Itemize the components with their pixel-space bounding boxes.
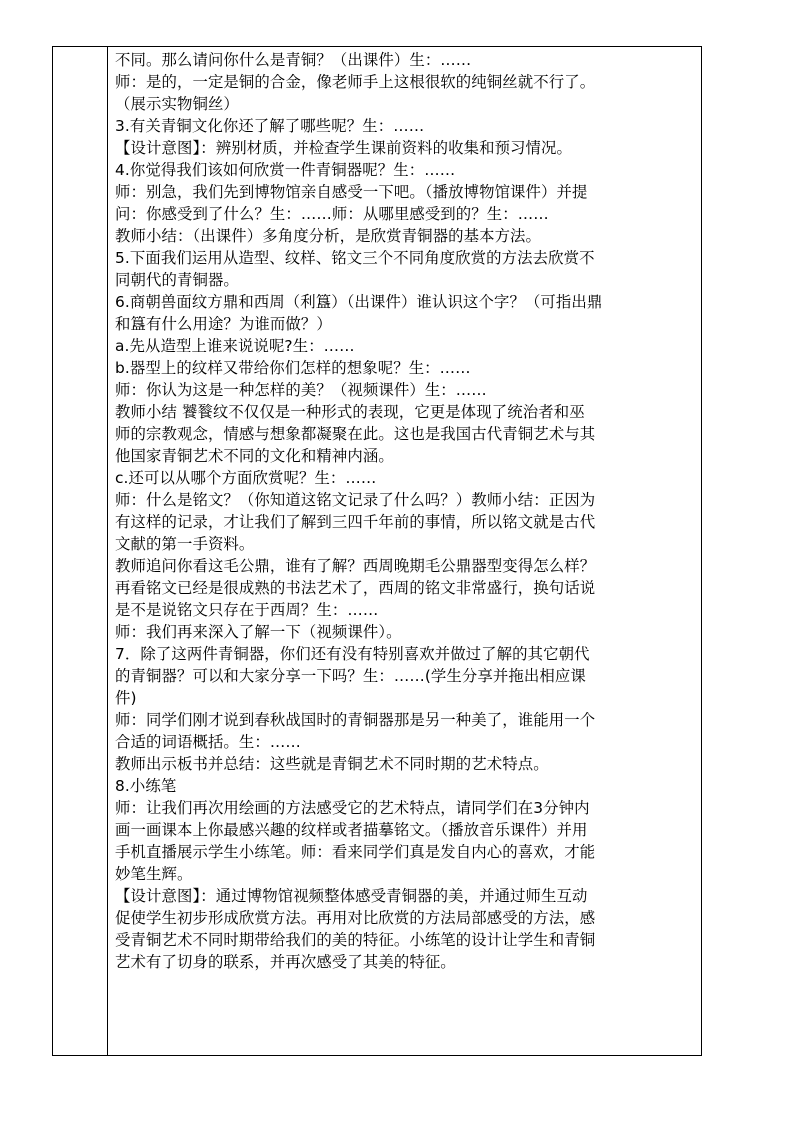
text-line: 师：你认为这是一种怎样的美？（视频课件）生：…… [115, 381, 487, 399]
text-line: 受青铜艺术不同时期带给我们的美的特征。小练笔的设计让学生和青铜 [115, 931, 596, 949]
text-line: 是不是说铭文只存在于西周？生：…… [115, 601, 379, 619]
text-line: 3.有关青铜文化你还了解了哪些呢？生：…… [115, 117, 425, 135]
text-line: 6.商朝兽面纹方鼎和西周（利簋）（出课件）谁认识这个字？（可指出鼎 [115, 293, 603, 311]
lesson-content-cell [115, 49, 699, 973]
text-line: 师：别急，我们先到博物馆亲自感受一下吧。（播放博物馆课件）并提 [115, 183, 588, 201]
text-line: 妙笔生辉。 [115, 865, 193, 883]
lesson-table [52, 46, 702, 1056]
text-line: 和簋有什么用途？为谁而做？） [115, 315, 332, 333]
text-line: 师：我们再来深入了解一下（视频课件）。 [115, 623, 402, 641]
text-line: b.器型上的纹样又带给你们怎样的想象呢？生：…… [115, 359, 471, 377]
text-line: 合适的词语概括。生：…… [115, 733, 301, 751]
text-line: 师：让我们再次用绘画的方法感受它的艺术特点，请同学们在3分钟内 [115, 799, 590, 817]
text-line: 教师小结：（出课件）多角度分析，是欣赏青铜器的基本方法。 [115, 227, 542, 245]
text-line: 促使学生初步形成欣赏方法。再用对比欣赏的方法局部感受的方法，感 [115, 909, 596, 927]
text-line: 教师追问你看这毛公鼎，谁有了解？西周晚期毛公鼎器型变得怎么样？ [115, 557, 596, 575]
text-line: a.先从造型上谁来说说呢?生：…… [115, 337, 355, 355]
text-line: 不同。那么请问你什么是青铜？（出课件）生：…… [115, 51, 472, 69]
text-line: 的青铜器？可以和大家分享一下吗？生：……(学生分享并拖出相应课 [115, 667, 586, 685]
text-line: 师的宗教观念，情感与想象都凝聚在此。这也是我国古代青铜艺术与其 [115, 425, 596, 443]
text-line: （展示实物铜丝） [115, 95, 239, 113]
text-line: 他国家青铜艺术不同的文化和精神内涵。 [115, 447, 394, 465]
text-line: 7．除了这两件青铜器，你们还有没有特别喜欢并做过了解的其它朝代 [115, 645, 590, 663]
text-line: 问：你感受到了什么？生：……师：从哪里感受到的？生：…… [115, 205, 549, 223]
text-line: c.还可以从哪个方面欣赏呢？生：…… [115, 469, 377, 487]
text-line: 8.小练笔 [115, 777, 177, 795]
text-line: 教师小结 饕餮纹不仅仅是一种形式的表现，它更是体现了统治者和巫 [115, 403, 585, 421]
text-line: 文献的第一手资料。 [115, 535, 255, 553]
text-line: 同朝代的青铜器。 [115, 271, 239, 289]
text-line: 件) [115, 689, 137, 707]
text-line: 5.下面我们运用从造型、纹样、铭文三个不同角度欣赏的方法去欣赏不 [115, 249, 595, 267]
text-line: 师：是的，一定是铜的合金，像老师手上这根很软的纯铜丝就不行了。 [115, 73, 596, 91]
column-divider [107, 47, 108, 1055]
text-line: 师：什么是铭文？（你知道这铭文记录了什么吗？）教师小结：正因为 [115, 491, 596, 509]
text-line: 再看铭文已经是很成熟的书法艺术了，西周的铭文非常盛行，换句话说 [115, 579, 596, 597]
text-line: 【设计意图】：辨别材质，并检查学生课前资料的收集和预习情况。 [115, 139, 573, 157]
text-line: 画一画课本上你最感兴趣的纹样或者描摹铭文。（播放音乐课件）并用 [115, 821, 588, 839]
text-line: 艺术有了切身的联系，并再次感受了其美的特征。 [115, 953, 456, 971]
text-line: 手机直播展示学生小练笔。师：看来同学们真是发自内心的喜欢，才能 [115, 843, 596, 861]
text-line: 4.你觉得我们该如何欣赏一件青铜器呢？生：…… [115, 161, 456, 179]
text-line: 师：同学们刚才说到春秋战国时的青铜器那是另一种美了，谁能用一个 [115, 711, 596, 729]
text-line: 有这样的记录，才让我们了解到三四千年前的事情，所以铭文就是古代 [115, 513, 596, 531]
text-line: 【设计意图】：通过博物馆视频整体感受青铜器的美，并通过师生互动 [115, 887, 588, 905]
text-line: 教师出示板书并总结：这些就是青铜艺术不同时期的艺术特点。 [115, 755, 549, 773]
